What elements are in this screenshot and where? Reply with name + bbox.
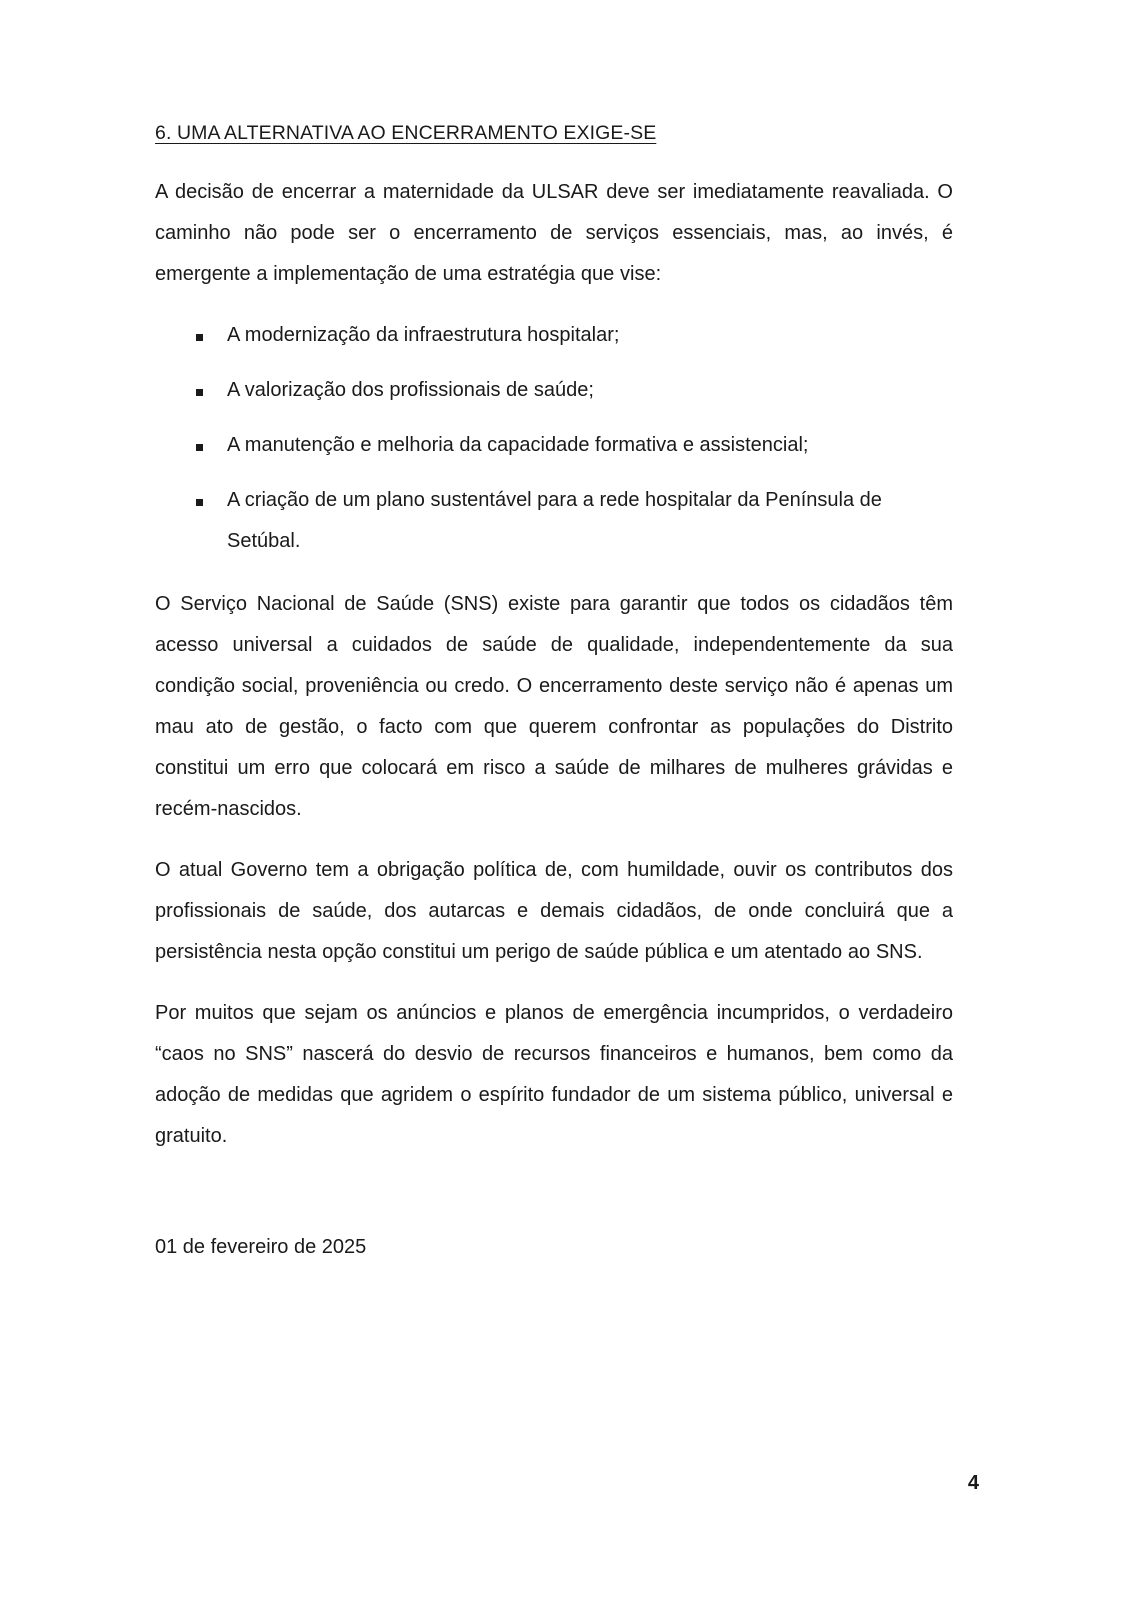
body-paragraph-2: O atual Governo tem a obrigação política de, com humildade, ouvir os contributos dos profissionais de saúde, dos autarcas e demais cidadãos, de onde concluirá que a persistência nesta opção constitui um perigo de saúde pública e um atentado ao SNS. xyxy=(155,859,953,963)
page-number: 4 xyxy=(967,1472,979,1494)
body-paragraph-1: O Serviço Nacional de Saúde (SNS) existe para garantir que todos os cidadãos têm acesso universal a cuidados de saúde de qualidade, independentemente da sua condição social, proveniência ou credo. O encerramento deste serviço não é apenas um mau ato de gestão, o facto com que querem confrontar as populações do Distrito constitui um erro que colocará em risco a saúde de milhares de mulheres grávidas e recém-nascidos. xyxy=(155,593,953,820)
intro-paragraph: A decisão de encerrar a maternidade da ULSAR deve ser imediatamente reavaliada. O caminho não pode ser o encerramento de serviços essenciais, mas, ao invés, é emergente a implementação de uma estratégia que vise: xyxy=(155,181,953,285)
list-item xyxy=(155,480,953,562)
document-date: 01 de fevereiro de 2025 xyxy=(155,1236,367,1258)
list-item xyxy=(155,425,953,466)
square-bullet-icon xyxy=(196,370,204,411)
strategy-bullet-list xyxy=(155,315,953,562)
list-item xyxy=(155,315,953,356)
list-item-label: A modernização da infraestrutura hospitalar; xyxy=(227,324,620,346)
list-item-label: A valorização dos profissionais de saúde; xyxy=(227,379,594,401)
list-item xyxy=(155,370,953,411)
list-item-label: A criação de um plano sustentável para a rede hospitalar da Península de Setúbal. xyxy=(227,489,882,552)
square-bullet-icon xyxy=(196,480,204,521)
square-bullet-icon xyxy=(196,315,204,356)
section-heading xyxy=(155,120,953,146)
section-heading-text: 6. UMA ALTERNATIVA AO ENCERRAMENTO EXIGE-SE xyxy=(155,122,657,144)
body-paragraph-3: Por muitos que sejam os anúncios e planos de emergência incumpridos, o verdadeiro “caos no SNS” nascerá do desvio de recursos financeiros e humanos, bem como da adoção de medidas que agridem o espírito fundador de um sistema público, universal e gratuito. xyxy=(155,1002,953,1147)
square-bullet-icon xyxy=(196,425,204,466)
list-item-label: A manutenção e melhoria da capacidade formativa e assistencial; xyxy=(227,434,809,456)
document-body xyxy=(155,120,953,1268)
